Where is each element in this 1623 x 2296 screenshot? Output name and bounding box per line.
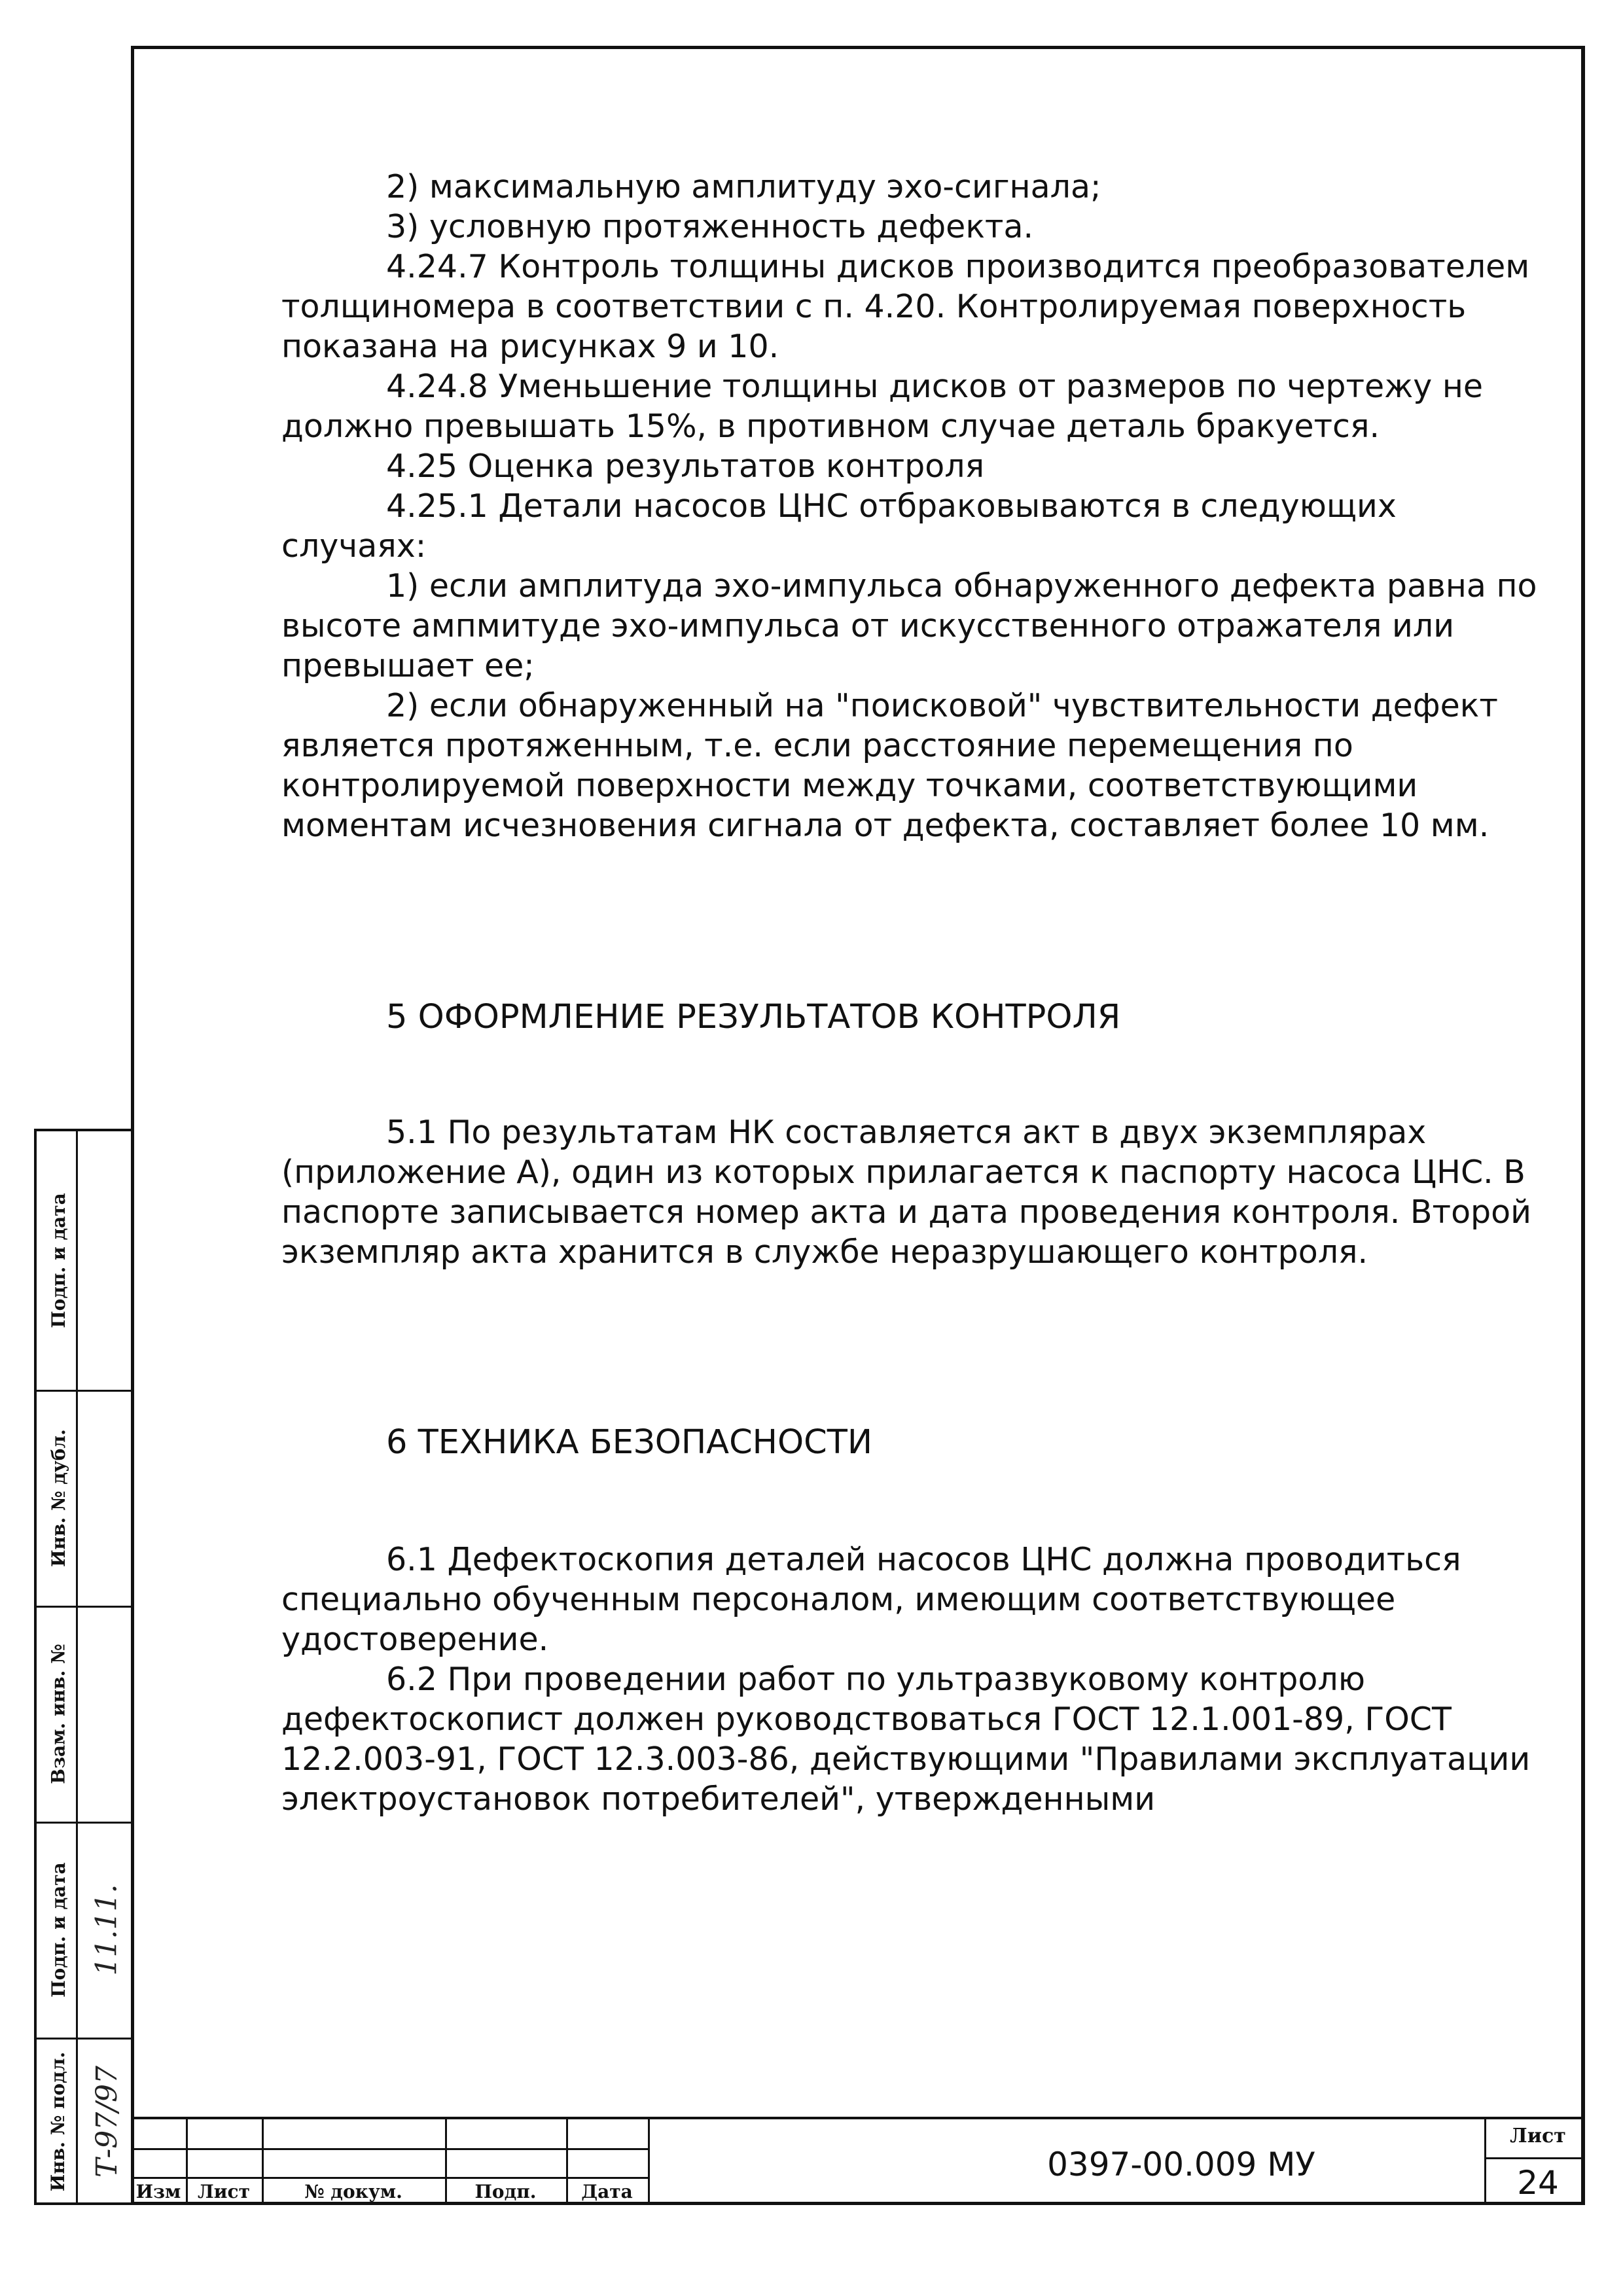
header-doc: № докум.	[304, 2181, 402, 2202]
handwritten-inventory: Т-97/97	[90, 2065, 124, 2178]
header-date: Дата	[581, 2181, 633, 2202]
section-5-title: 5 ОФОРМЛЕНИЕ РЕЗУЛЬТАТОВ КОНТРОЛЯ	[386, 998, 1121, 1036]
sheet-number: 24	[1517, 2164, 1559, 2202]
paragraph: 5.1 По результатам НК составляется акт в двух экземплярах (приложение А), один из которых прилагается к паспорту насоса ЦНС. В паспорте записывается номер акта и дата проведения контроля. Второй экземпляр акта хранится в службе неразрушающего контроля.	[281, 1114, 1531, 1271]
paragraph: 2) если обнаруженный на "поисковой" чувствительности дефект является протяженным, т.е. если расстояние перемещения по контролируемой поверхности между точками, соответствующими моментам исчезновения сигнала от дефекта, составляет более 10 мм.	[281, 687, 1498, 844]
sheet-label: Лист	[1510, 2125, 1566, 2147]
side-label: Инв. № подл.	[47, 2051, 69, 2191]
side-strip	[34, 1129, 131, 2205]
handwritten-date: 11.11.	[90, 1884, 124, 1975]
paragraph: 1) если амплитуда эхо-импульса обнаруженного дефекта равна по высоте ампмитуде эхо-импульса от искусственного отражателя или превышает ее;	[281, 567, 1537, 684]
paragraph: 4.24.7 Контроль толщины дисков производится преобразователем толщиномера в соответствии с п. 4.20. Контролируемая поверхность показана на рисунках 9 и 10.	[281, 248, 1530, 365]
side-label: Подп. и дата	[47, 1193, 69, 1328]
paragraph: 3) условную протяженность дефекта.	[386, 208, 1034, 245]
paragraph: 4.24.8 Уменьшение толщины дисков от размеров по чертежу не должно превышать 15%, в противном случае деталь бракуется.	[281, 368, 1484, 445]
side-label: Взам. инв. №	[47, 1643, 69, 1784]
side-label: Подп. и дата	[47, 1862, 69, 1998]
header-izm: Изм	[135, 2181, 181, 2202]
header-list: Лист	[198, 2181, 250, 2202]
header-sign: Подп.	[474, 2181, 537, 2202]
title-block	[131, 2117, 1585, 2205]
paragraph: 4.25.1 Детали насосов ЦНС отбраковываются в следующих случаях:	[281, 487, 1397, 565]
paragraph: 6.1 Дефектоскопия деталей насосов ЦНС должна проводиться специально обученным персоналом, имеющим соответствующее удостоверение.	[281, 1541, 1461, 1658]
document-body	[281, 167, 1538, 1819]
side-label: Инв. № дубл.	[47, 1428, 69, 1567]
document-code: 0397-00.009 МУ	[1047, 2146, 1315, 2183]
paragraph: 2) максимальную амплитуду эхо-сигнала;	[386, 168, 1101, 205]
paragraph: 6.2 При проведении работ по ультразвуковому контролю дефектоскопист должен руководствоваться ГОСТ 12.1.001-89, ГОСТ 12.2.003-91, ГОСТ 12.3.003-86, действующими "Правилами эксплуатации электроустановок потребителей", утвержденными	[281, 1661, 1531, 1818]
section-6-title: 6 ТЕХНИКА БЕЗОПАСНОСТИ	[386, 1423, 873, 1462]
paragraph: 4.25 Оценка результатов контроля	[386, 448, 985, 485]
